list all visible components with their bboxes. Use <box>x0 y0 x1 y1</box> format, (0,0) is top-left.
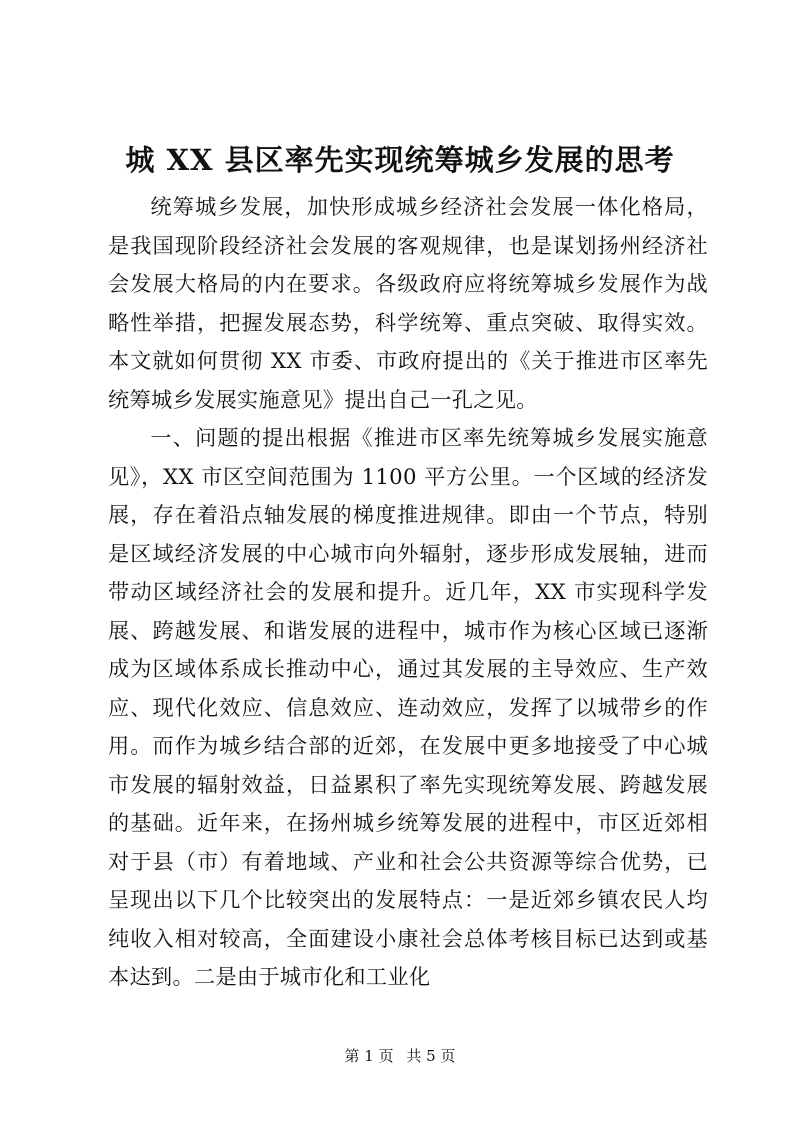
page-total: 共 5 页 <box>406 1047 456 1065</box>
paragraph-problem: 一、问题的提出根据《推进市区率先统筹城乡发展实施意见》，XX 市区空间范围为 1100 平方公里。一个区域的经济发展，存在着沿点轴发展的梯度推进规律。即由一个节点，特别是区域经济发展的中心城市向外辐射，逐步形成发展轴，进而带动区域经济社会的发展和提升。近几年，XX 市实现科学发展、跨越发展、和谐发展的进程中，城市作为核心区域已逐渐成为区域体系成长推动中心，通过其发展的主导效应、生产效应、现代化效应、信息效应、连动效应，发挥了以城带乡的作用。而作为城乡结合部的近郊，在发展中更多地接受了中心城市发展的辐射效益，日益累积了率先实现统筹发展、跨越发展的基础。近年来，在扬州城乡统筹发展的进程中，市区近郊相对于县（市）有着地域、产业和社会公共资源等综合优势，已呈现出以下几个比较突出的发展特点：一是近郊乡镇农民人均纯收入相对较高，全面建设小康社会总体考核目标已达到或基本达到。二是由于城市化和工业化 <box>108 425 708 989</box>
document-body <box>108 188 708 997</box>
page-title: 城 XX 县区率先实现统筹城乡发展的思考 <box>125 143 675 177</box>
page-number: 第 1 页 <box>344 1047 394 1065</box>
paragraph-intro: 统筹城乡发展，加快形成城乡经济社会发展一体化格局，是我国现阶段经济社会发展的客观规律，也是谋划扬州经济社会发展大格局的内在要求。各级政府应将统筹城乡发展作为战略性举措，把握发展态势，科学统筹、重点突破、取得实效。本文就如何贯彻 XX 市委、市政府提出的《关于推进市区率先统筹城乡发展实施意见》提出自己一孔之见。 <box>108 194 708 412</box>
page-footer <box>0 1046 800 1066</box>
